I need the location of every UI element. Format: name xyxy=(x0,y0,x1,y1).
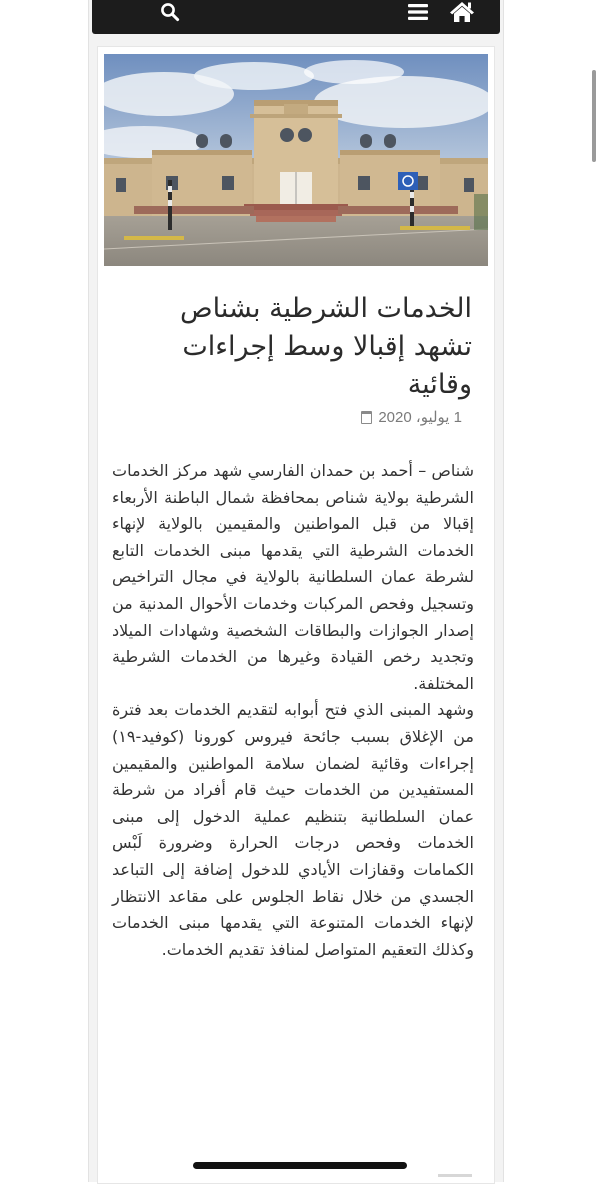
police-services-building-photo xyxy=(104,54,488,266)
search-icon[interactable] xyxy=(158,0,182,24)
calendar-icon xyxy=(361,411,372,424)
article-date xyxy=(361,408,462,426)
top-navigation-bar xyxy=(92,0,500,34)
date-text: 1 يوليو، 2020 xyxy=(378,409,462,426)
home-indicator[interactable] xyxy=(193,1162,407,1169)
hamburger-menu-icon[interactable] xyxy=(406,0,430,24)
hero-image xyxy=(104,54,488,266)
home-icon[interactable] xyxy=(448,0,476,24)
article-paragraph: شناص – أحمد بن حمدان الفارسي شهد مركز الخدمات الشرطية بولاية شناص بمحافظة شمال الباطنة الأربعاء إقبالا من قبل المواطنين والمقيمين بالولاية لإنهاء الخدمات الشرطية التي يقدمها مبنى الخدمات التابع لشرطة عمان السلطانية بالولاية في مجال التراخيص وتسجيل وفحص المركبات وخدمات الأحوال المدنية من إصدار الجوازات والبطاقات الشخصية وشهادات الميلاد وتجديد رخص القيادة وغيرها من الخدمات الشرطية المختلفة. xyxy=(112,461,474,693)
article-paragraph: وشهد المبنى الذي فتح أبوابه لتقديم الخدمات بعد فترة من الإغلاق بسبب جائحة فيروس كورونا (كوفيد-١٩) إجراءات وقائية لضمان سلامة المواطنين والمقيمين المستفيدين من الخدمات حيث قام أفراد من شرطة عمان السلطانية بتنظيم عملية الدخول إلى مبنى الخدمات وفحص درجات الحرارة وضرورة لَبْس الكمامات وقفازات الأيادي للدخول إضافة إلى التباعد الجسدي من خلال نقاط الجلوس على مقاعد الانتظار لإنهاء الخدمات المتنوعة التي يقدمها مبنى الخدمات وكذلك التعقيم المتواصل لمنافذ تقديم الخدمات. xyxy=(112,700,474,959)
page-edge-tab xyxy=(438,1174,472,1177)
article-body xyxy=(112,458,474,963)
scrollbar[interactable] xyxy=(592,70,596,162)
article-title[interactable]: الخدمات الشرطية بشناص تشهد إقبالا وسط إجراءات وقائية xyxy=(179,293,472,400)
